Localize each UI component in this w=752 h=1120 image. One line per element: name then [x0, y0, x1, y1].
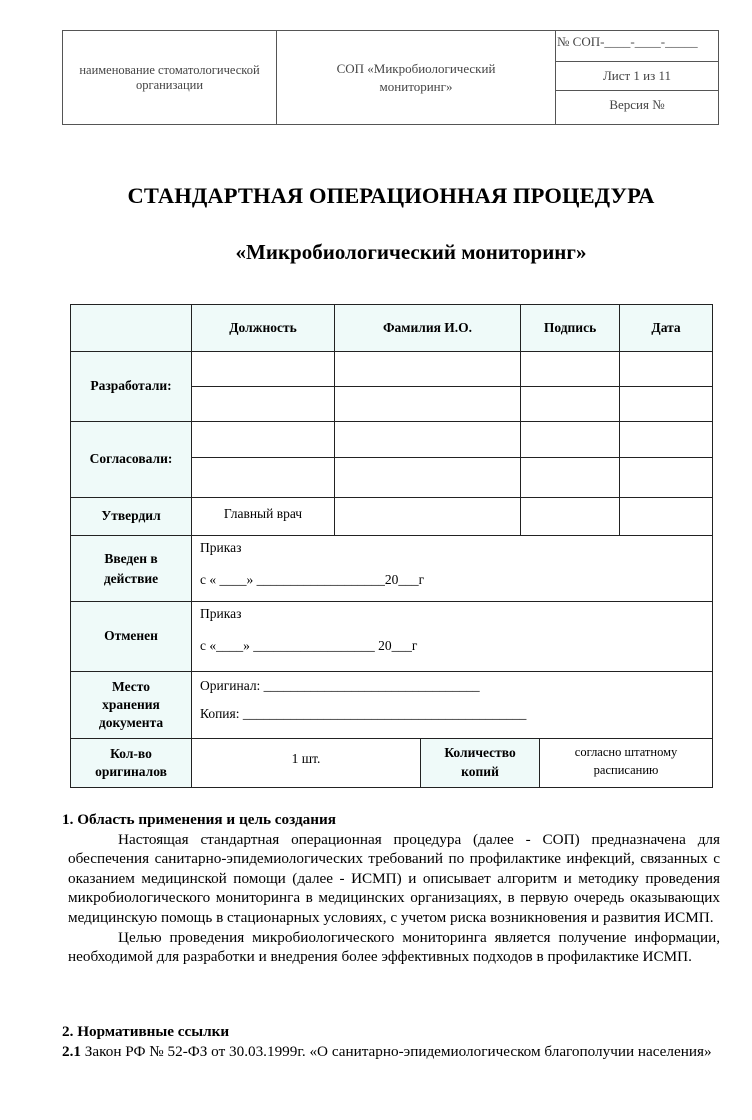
section-scope [62, 810, 720, 967]
cancelled-order: Приказ [200, 606, 242, 621]
enacted-date: с « ____» ___________________20___г [200, 571, 425, 587]
table-cell [335, 458, 521, 498]
cancelled-label: Отменен [71, 602, 192, 672]
copies-value-text: согласно штатному расписанию [574, 744, 678, 777]
table-cell [192, 352, 335, 387]
approved-position: Главный врач [192, 498, 335, 536]
table-cell [335, 352, 521, 387]
table-cell [335, 498, 521, 536]
approved-label: Утвердил [71, 498, 192, 536]
table-header-row [71, 305, 713, 352]
table-row [71, 602, 713, 672]
document-subtitle: «Микробиологический мониторинг» [235, 240, 587, 264]
table-row [71, 672, 713, 739]
table-cell [620, 422, 713, 458]
originals-label [71, 739, 192, 788]
table-cell [335, 422, 521, 458]
cancelled-cell [192, 602, 713, 672]
copies-label-text: Количество копий [444, 745, 516, 779]
agreed-label: Согласовали: [71, 422, 192, 498]
table-cell [192, 387, 335, 422]
section-heading: 2. Нормативные ссылки [62, 1023, 230, 1040]
table-cell [521, 352, 620, 387]
enacted-order: Приказ [200, 540, 242, 555]
sop-title: СОП «Микробиологический мониторинг» [336, 60, 496, 94]
document-header [62, 30, 719, 125]
table-cell [521, 422, 620, 458]
storage-label-text: Место хранения документа [98, 678, 164, 731]
table-cell [521, 458, 620, 498]
table-row [71, 536, 713, 602]
column-header-position: Должность [192, 305, 335, 352]
table-cell [620, 352, 713, 387]
reference-number: 2.1 [62, 1042, 81, 1060]
enacted-cell [192, 536, 713, 602]
table-row [71, 422, 713, 458]
storage-label [71, 672, 192, 739]
table-cell [521, 387, 620, 422]
approval-table [70, 304, 713, 788]
enacted-label [71, 536, 192, 602]
sheet-number: Лист 1 из 11 [556, 61, 718, 89]
column-header-signature: Подпись [521, 305, 620, 352]
table-cell [620, 387, 713, 422]
copies-label [421, 739, 540, 788]
originals-value: 1 шт. [192, 739, 421, 788]
section-paragraph: Настоящая стандартная операционная процедура (далее - СОП) предназначена для обеспечения санитарно-эпидемиологических требований по профилактике инфекций, связанных с оказанием медицинской помощи (далее - ИСМП) и описывает алгоритм и методику проведения микробиологического мониторинга в медицинских организациях, в первую очередь оказывающих медицинскую помощь в стационарных условиях, с учетом риска возникновения и развития ИСМП. [68, 830, 720, 926]
developed-label: Разработали: [71, 352, 192, 422]
header-meta [556, 31, 718, 124]
table-row [71, 739, 713, 788]
organization-name: наименование стоматологической организации [63, 31, 277, 124]
cancelled-date: с «____» __________________ 20___г [200, 637, 418, 653]
table-cell [620, 458, 713, 498]
header-empty-cell [71, 305, 192, 352]
storage-cell [192, 672, 713, 739]
storage-copy: Копия: __________________________________________ [200, 705, 527, 721]
sop-number: № СОП-____-____-_____ [557, 34, 698, 49]
table-cell [521, 498, 620, 536]
section-heading: 1. Область применения и цель создания [62, 811, 336, 828]
table-cell [192, 422, 335, 458]
storage-original: Оригинал: ________________________________ [200, 678, 480, 693]
table-row [71, 498, 713, 536]
enacted-label-text: Введен в действие [103, 550, 159, 586]
version-number: Версия № [556, 90, 718, 124]
originals-label-text: Кол-во оригиналов [95, 745, 167, 779]
copies-value [540, 739, 713, 788]
section-paragraph: Целью проведения микробиологического мониторинга является получение информации, необходимой для разработки и внедрения более эффективных подходов в профилактике ИСМП. [68, 928, 720, 966]
reference-text: Закон РФ № 52-ФЗ от 30.03.1999г. «О санитарно-эпидемиологическом благополучии населения» [80, 1042, 712, 1060]
document-title: СТАНДАРТНАЯ ОПЕРАЦИОННАЯ ПРОЦЕДУРА [127, 183, 655, 208]
section-references [62, 1022, 720, 1061]
column-header-date: Дата [620, 305, 713, 352]
table-cell [192, 458, 335, 498]
table-row [71, 352, 713, 387]
table-cell [335, 387, 521, 422]
table-cell [620, 498, 713, 536]
reference-item [62, 1042, 720, 1062]
column-header-name: Фамилия И.О. [335, 305, 521, 352]
sop-title-cell [277, 31, 556, 124]
